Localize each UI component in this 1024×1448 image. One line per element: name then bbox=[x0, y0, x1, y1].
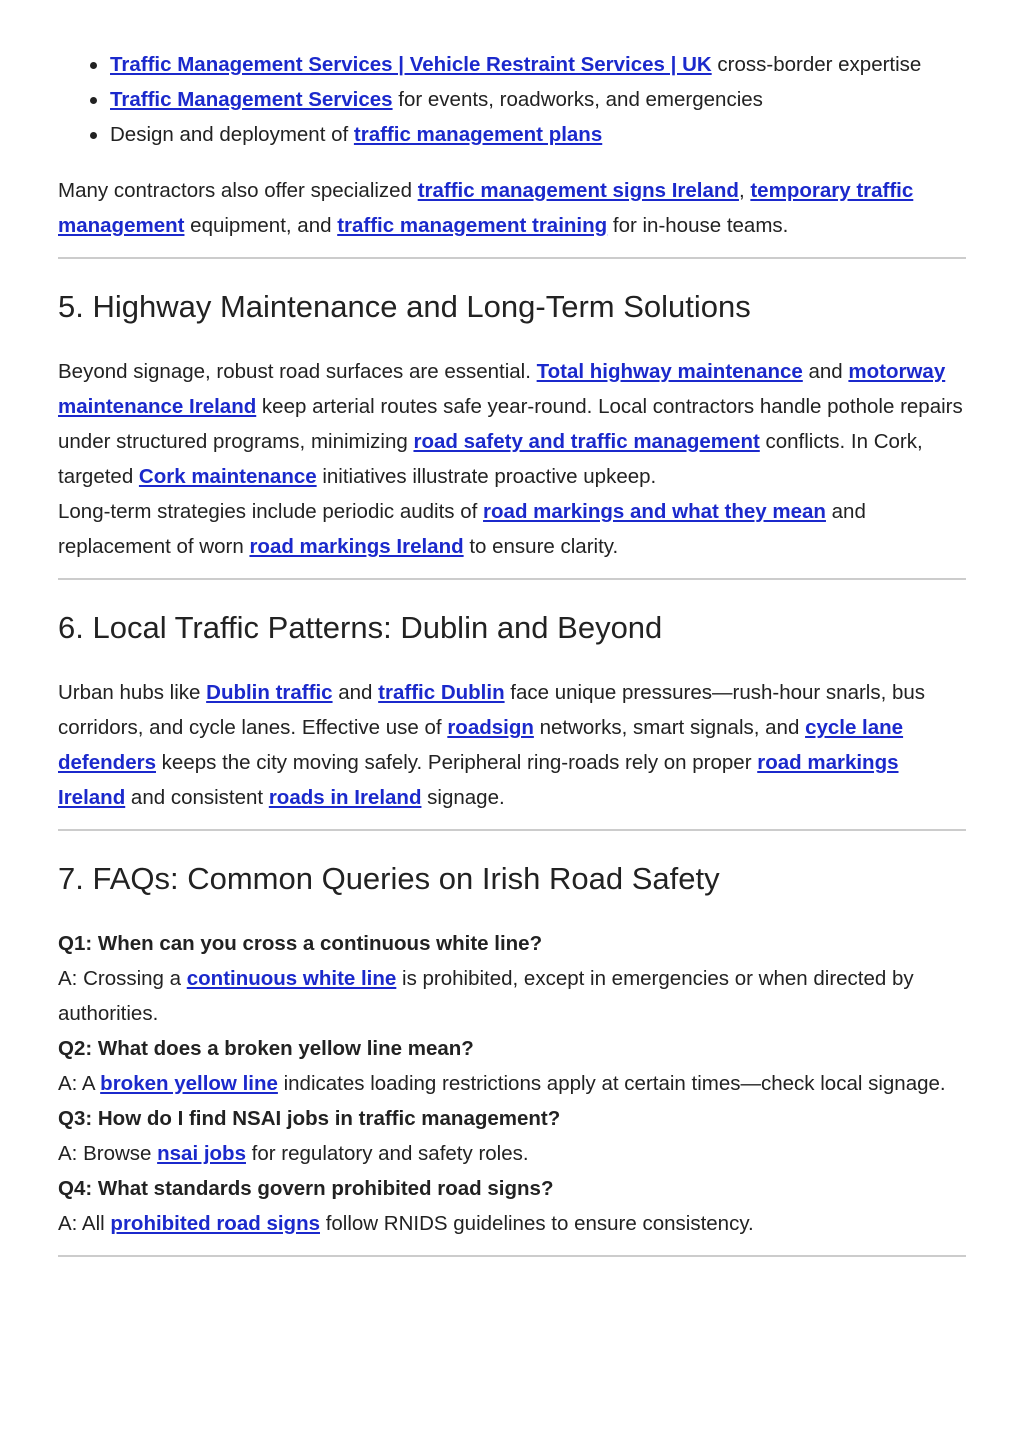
section-6-heading: 6. Local Traffic Patterns: Dublin and Beyond bbox=[58, 610, 663, 645]
text: signage. bbox=[421, 786, 505, 809]
link-traffic-management-services[interactable]: Traffic Management Services bbox=[110, 88, 393, 111]
text: Long-term strategies include periodic audits of bbox=[58, 500, 484, 523]
text: and consistent bbox=[125, 786, 269, 809]
text: follow RNIDS guidelines to ensure consistency. bbox=[320, 1212, 754, 1235]
contractors-paragraph bbox=[58, 173, 966, 243]
section-6-paragraph bbox=[58, 675, 966, 815]
faq-question: Q2: What does a broken yellow line mean? bbox=[58, 1037, 474, 1060]
faq-answer bbox=[58, 961, 966, 1031]
list-item bbox=[110, 47, 966, 82]
section-5-heading: 5. Highway Maintenance and Long-Term Solutions bbox=[58, 289, 751, 324]
link-continuous-white-line[interactable]: continuous white line bbox=[186, 967, 397, 990]
link-temporary-traffic-management[interactable]: temporary traffic management bbox=[58, 179, 914, 237]
link-road-markings-ireland[interactable]: road markings Ireland bbox=[249, 535, 464, 558]
link-traffic-management-plans[interactable]: traffic management plans bbox=[353, 123, 603, 146]
list-item bbox=[110, 82, 966, 117]
text: to ensure clarity. bbox=[463, 535, 619, 558]
text: A: A bbox=[58, 1072, 101, 1095]
faq-answer bbox=[58, 1136, 966, 1171]
link-nsai-jobs[interactable]: nsai jobs bbox=[157, 1142, 246, 1165]
link-traffic-management-vehicle-restraint-uk[interactable]: Traffic Management Services | Vehicle Restraint Services | UK bbox=[110, 53, 712, 76]
list-item bbox=[110, 117, 966, 152]
text: for regulatory and safety roles. bbox=[245, 1142, 529, 1165]
link-dublin-traffic[interactable]: Dublin traffic bbox=[206, 681, 333, 704]
text: and replacement of worn bbox=[58, 500, 866, 558]
link-total-highway-maintenance[interactable]: Total highway maintenance bbox=[536, 360, 803, 383]
text: keeps the city moving safely. Peripheral ring-roads rely on proper bbox=[155, 751, 758, 774]
link-traffic-dublin[interactable]: traffic Dublin bbox=[378, 681, 505, 704]
section-divider bbox=[58, 1255, 966, 1257]
link-roadsign[interactable]: roadsign bbox=[447, 716, 534, 739]
faq-question: Q1: When can you cross a continuous white line? bbox=[58, 932, 543, 955]
document-content bbox=[58, 47, 966, 1257]
link-road-markings-and-what-they-mean[interactable]: road markings and what they mean bbox=[483, 500, 826, 523]
text: Urban hubs like bbox=[58, 681, 207, 704]
text: cross-border expertise bbox=[711, 53, 922, 76]
section-divider bbox=[58, 578, 966, 580]
text: indicates loading restrictions apply at certain times—check local signage. bbox=[277, 1072, 946, 1095]
link-cycle-lane-defenders[interactable]: cycle lane defenders bbox=[58, 716, 904, 774]
text: A: Browse bbox=[58, 1142, 158, 1165]
faq-list bbox=[58, 926, 966, 1241]
text: for events, roadworks, and emergencies bbox=[392, 88, 763, 111]
text: Design and deployment of bbox=[110, 123, 354, 146]
section-7-heading: 7. FAQs: Common Queries on Irish Road Safety bbox=[58, 861, 720, 896]
section-divider bbox=[58, 257, 966, 259]
text: initiatives illustrate proactive upkeep. bbox=[316, 465, 657, 488]
text: and bbox=[332, 681, 379, 704]
text: is prohibited, except in emergencies or when directed by authorities. bbox=[58, 967, 914, 1025]
text: networks, smart signals, and bbox=[533, 716, 806, 739]
text: keep arterial routes safe year-round. Local contractors handle pothole repairs under structured programs, minimizing bbox=[58, 395, 963, 453]
text: A: All bbox=[58, 1212, 111, 1235]
link-traffic-management-signs-ireland[interactable]: traffic management signs Ireland bbox=[417, 179, 739, 202]
text: Beyond signage, robust road surfaces are essential. bbox=[58, 360, 537, 383]
faq-answer bbox=[58, 1206, 966, 1241]
text: face unique pressures—rush-hour snarls, bus corridors, and cycle lanes. Effective use of bbox=[58, 681, 926, 739]
text: conflicts. In Cork, targeted bbox=[58, 430, 923, 488]
link-road-safety-and-traffic-management[interactable]: road safety and traffic management bbox=[413, 430, 760, 453]
section-divider bbox=[58, 829, 966, 831]
services-list bbox=[58, 47, 966, 152]
faq-question: Q3: How do I find NSAI jobs in traffic management? bbox=[58, 1107, 561, 1130]
section-5-paragraph-1 bbox=[58, 354, 966, 494]
text: A: Crossing a bbox=[58, 967, 187, 990]
text: equipment, and bbox=[184, 214, 338, 237]
link-roads-in-ireland[interactable]: roads in Ireland bbox=[268, 786, 422, 809]
link-motorway-maintenance-ireland[interactable]: motorway maintenance Ireland bbox=[58, 360, 946, 418]
section-5-paragraph-2 bbox=[58, 494, 966, 564]
link-broken-yellow-line[interactable]: broken yellow line bbox=[100, 1072, 278, 1095]
text: for in-house teams. bbox=[607, 214, 789, 237]
link-road-markings-ireland-2[interactable]: road markings Ireland bbox=[58, 751, 899, 809]
text: Many contractors also offer specialized bbox=[58, 179, 418, 202]
text: and bbox=[802, 360, 849, 383]
link-cork-maintenance[interactable]: Cork maintenance bbox=[138, 465, 317, 488]
faq-question: Q4: What standards govern prohibited road signs? bbox=[58, 1177, 554, 1200]
link-prohibited-road-signs[interactable]: prohibited road signs bbox=[110, 1212, 320, 1235]
faq-answer bbox=[58, 1066, 966, 1101]
text: , bbox=[738, 179, 751, 202]
link-traffic-management-training[interactable]: traffic management training bbox=[337, 214, 608, 237]
